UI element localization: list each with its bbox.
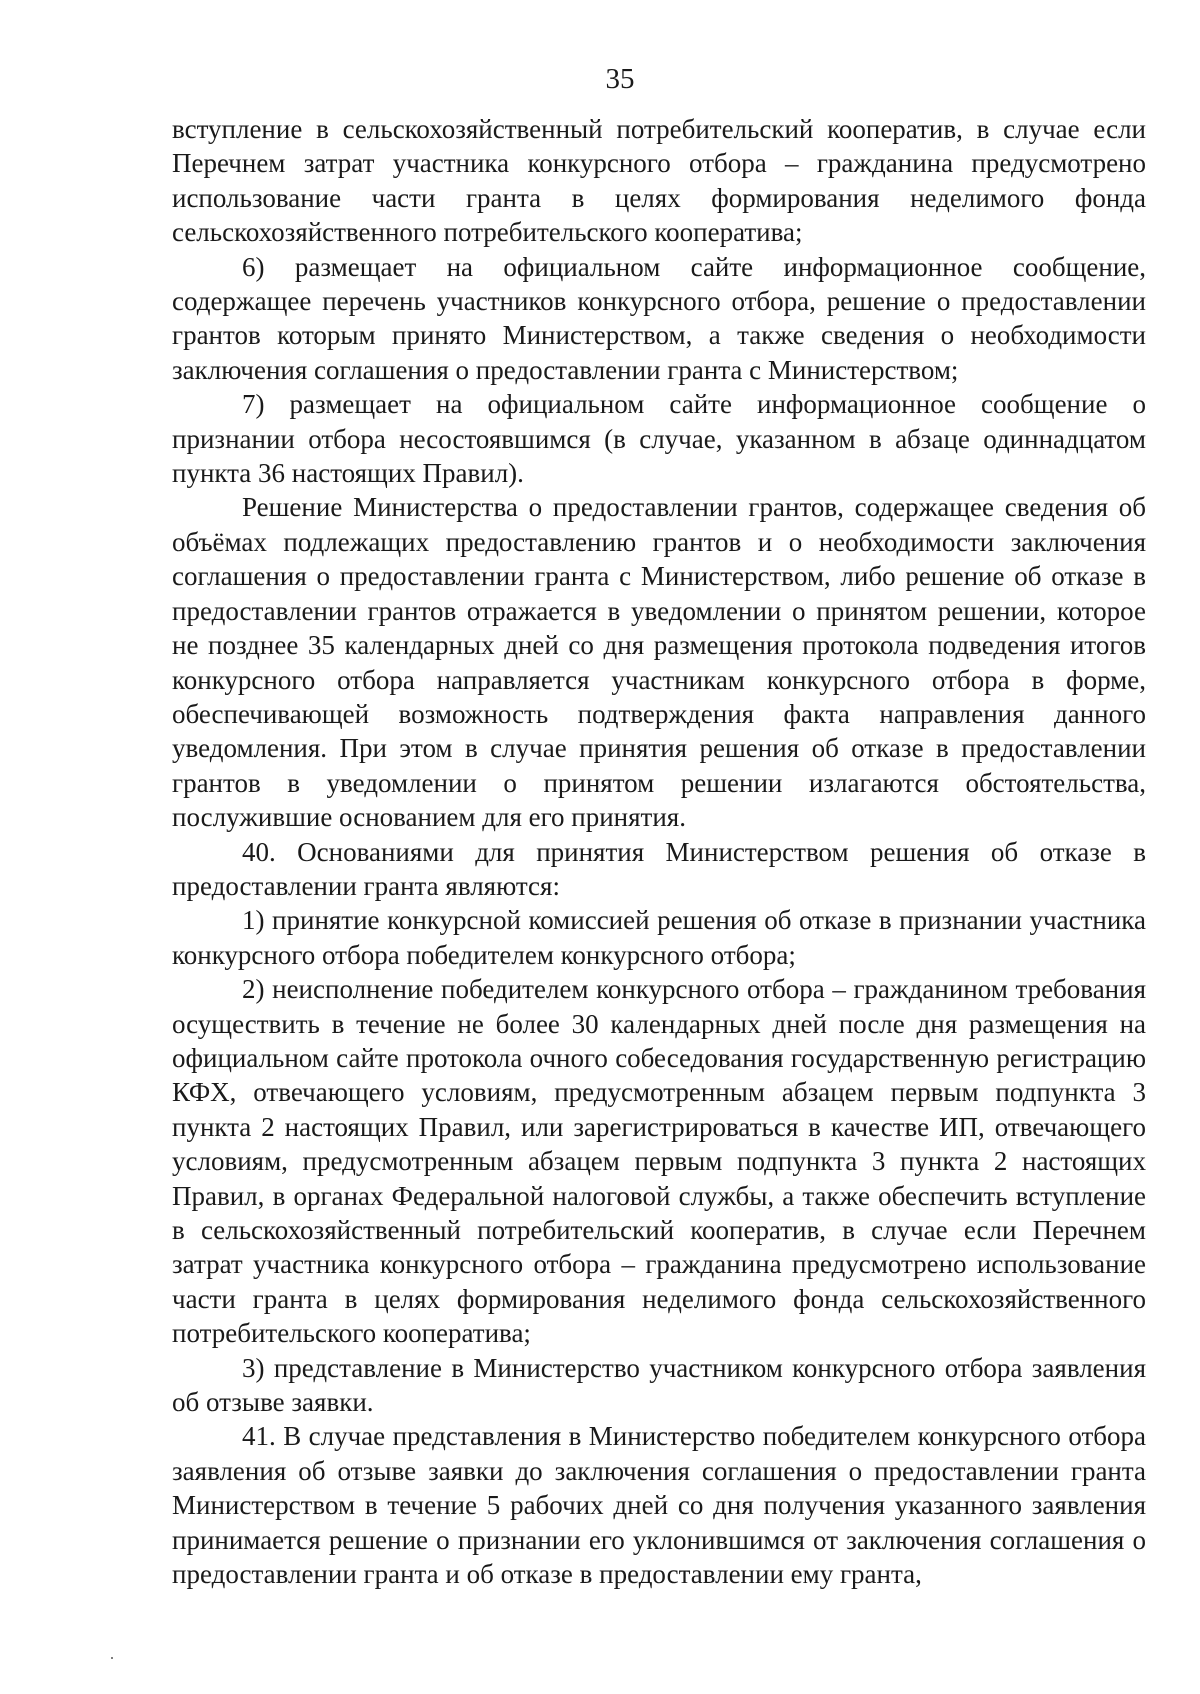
paragraph-clause-40-item-3: 3) представление в Министерство участником конкурсного отбора заявления об отзыве заявки.	[172, 1352, 1146, 1418]
paragraph-item-6: 6) размещает на официальном сайте информационное сообщение, содержащее перечень участников конкурсного отбора, решение о предоставлении грантов которым принято Министерством, а также сведения о необходимости заключения соглашения о предоставлении гранта с Министерством;	[172, 251, 1146, 385]
document-body	[172, 112, 1146, 1591]
paragraph-ministry-decision: Решение Министерства о предоставлении грантов, содержащее сведения об объёмах подлежащих предоставлению грантов и о необходимости заключения соглашения о предоставлении гранта с Министерством, либо решение об отказе в предоставлении грантов отражается в уведомлении о принятом решении, которое не позднее 35 календарных дней со дня размещения протокола подведения итогов конкурсного отбора направляется участникам конкурсного отбора в форме, обеспечивающей возможность подтверждения факта направления данного уведомления. При этом в случае принятия решения об отказе в предоставлении грантов в уведомлении о принятом решении излагаются обстоятельства, послужившие основанием для его принятия.	[172, 492, 1146, 833]
paragraph-item-7: 7) размещает на официальном сайте информационное сообщение о признании отбора несостоявшимся (в случае, указанном в абзаце одиннадцатом пункта 36 настоящих Правил).	[172, 389, 1146, 489]
scan-speck	[111, 1657, 113, 1659]
paragraph-clause-40-item-1: 1) принятие конкурсной комиссией решения об отказе в признании участника конкурсного отбора победителем конкурсного отбора;	[172, 905, 1146, 970]
paragraph-clause-40-item-2: 2) неисполнение победителем конкурсного отбора – гражданином требования осуществить в течение не более 30 календарных дней после дня размещения на официальном сайте протокола очного собеседования государственную регистрацию КФХ, отвечающего условиям, предусмотренным абзацем первым подпункта 3 пункта 2 настоящих Правил, или зарегистрироваться в качестве ИП, отвечающего условиям, предусмотренным абзацем первым подпункта 3 пункта 2 настоящих Правил, в органах Федеральной налоговой службы, а также обеспечить вступление в сельскохозяйственный потребительский кооператив, в случае если Перечнем затрат участника конкурсного отбора – гражданина предусмотрено использование части гранта в целях формирования неделимого фонда сельскохозяйственного потребительского кооператива;	[172, 974, 1146, 1349]
paragraph-clause-41: 41. В случае представления в Министерство победителем конкурсного отбора заявления об отзыве заявки до заключения соглашения о предоставлении гранта Министерством в течение 5 рабочих дней со дня получения указанного заявления принимается решение о признании его уклонившимся от заключения соглашения о предоставлении гранта и об отказе в предоставлении ему гранта,	[172, 1421, 1146, 1590]
paragraph-continuation: вступление в сельскохозяйственный потребительский кооператив, в случае если Перечнем затрат участника конкурсного отбора – гражданина предусмотрено использование части гранта в целях формирования неделимого фонда сельскохозяйственного потребительского кооператива;	[172, 114, 1146, 248]
paragraph-clause-40: 40. Основаниями для принятия Министерством решения об отказе в предоставлении гранта являются:	[172, 836, 1146, 901]
page-number: 35	[605, 63, 635, 95]
